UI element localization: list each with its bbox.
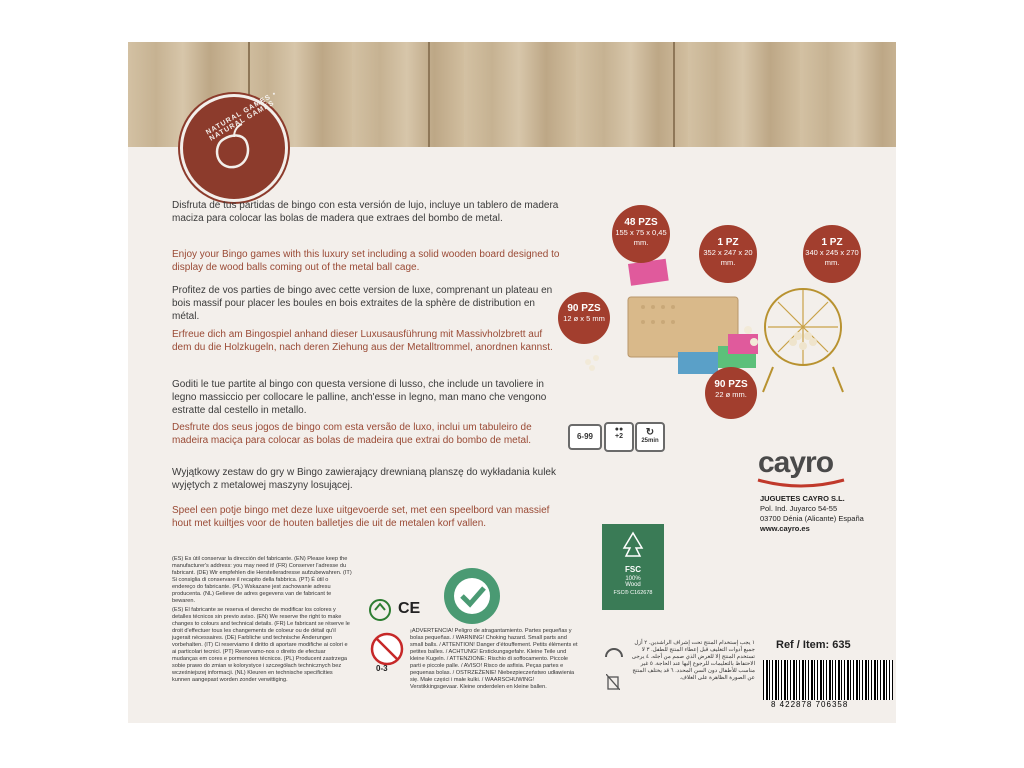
badge-board [699,225,757,283]
company-address-1: Pol. Ind. Juyarco 54-55 [760,504,838,513]
recycle-icon [368,598,392,622]
recycle-bin-icon [606,674,620,690]
badge-qty: 48 PZS [624,217,658,228]
description-pl: Wyjątkowy zestaw do gry w Bingo zawierający drewnianą planszę do wykładania kulek wyjętych z metalowej maszyny losującej. [172,467,556,491]
badge-cards [612,205,670,263]
badge-dims: 22 ø mm. [715,390,747,399]
description-es: Disfruta de tus partidas de bingo con esta versión de lujo, incluye un tablero de madera maciza para colocar las bolas de madera que extraes del bombo de metal. [172,200,559,224]
description-en: Enjoy your Bingo games with this luxury set including a solid wooden board designed to display de wood balls coming out of the metal ball cage. [172,249,560,273]
badge-dims: 340 x 245 x 270 mm. [805,248,859,267]
fsc-label [602,524,664,610]
cayro-logo-swoosh [756,476,846,490]
fsc-wood: Wood [625,582,641,588]
description-pt: Desfrute dos seus jogos de bingo com esta versão de luxo, inclui um tabuleiro de madeira maciça para colocar as bolas de madeira que extrai do bombo de metal. [172,422,532,446]
ce-mark-icon: CE [398,600,421,617]
legal-address-note: (ES) Es útil conservar la dirección del fabricante. (EN) Please keep the manufacturer's address: you may need it! (FR) Conserver l'adresse du fabricant. (DE) Wir empfehlen die Herstelleradresse aufzubewahren. (IT) Si consiglia di conservare il recapito della fabbrica. (PT) É útil o endereço do fabricante. (PL) Wskazane jest zachowanie adresu producenta. (NL) Gelieve de adres gegevens van de fabricant te bewaren. [172,556,352,604]
fsc-title: FSC [625,565,641,574]
badge-dims: 12 ø x 5 mm [563,314,605,323]
badge-balls [705,367,757,419]
arabic-warning: ١ يجب إستخدام المنتج تحت إشراف الراشدين. ٢ أزل جميع أدوات التغليف قبل إعطاء المنتج للطفل. ٣ لا تستخدم المنتج إلا للغرض الذي صمم من أجله. ٤ يرجى الاحتفاظ بالتعليمات للرجوع إليها عند الحاجة. ٥ غير مناسب للأطفال دون السن المحدد. ٦ قد يختلف المنتج عن الصورة الظاهرة على الغلاف. [631,640,755,681]
item-reference: Ref / Item: 635 [776,639,851,651]
description-fr: Profitez de vos parties de bingo avec cette version de luxe, comprenant un plateau en bois massif pour placer les boules en bois extraites de la sphère de distribution en métal. [172,285,553,322]
badge-qty: 1 PZ [821,237,843,248]
natural-games-logo [180,90,288,202]
clock-icon: ↻ [645,427,655,438]
no-loose-parts-icon [602,645,626,669]
badge-qty: 90 PZS [567,303,601,314]
age-icon: 6-99 [568,424,602,450]
barcode [763,660,893,700]
safety-guarantee-icon [440,564,504,628]
fsc-percent: 100% [625,576,641,582]
time-label: 25min [641,438,659,444]
company-web: www.cayro.es [760,524,810,533]
badge-dims: 155 x 75 x 0,45 mm. [615,228,667,247]
description-de: Erfreue dich am Bingospiel anhand dieser Luxusausführung mit Massivholzbrett auf dem du die Holzkugeln, nach deren Ziehung aus der Metalltrommel, anordnen kannst. [172,329,553,353]
time-icon [635,422,665,452]
plank-divider [673,42,675,147]
description-it: Goditi le tue partite al bingo con questa versione di lusso, che include un tavoliere in legno massiccio per collocare le palline, anch'esse in legno, man mano che vengono estratte dal cestello in metallo. [172,379,547,416]
warning-age-label: 0-3 [376,664,388,673]
tree-icon [618,530,648,560]
logo-circle-text: NATURAL GAMES • NATURAL GAMES [204,90,278,143]
players-icon [604,422,634,452]
apple-icon [204,119,264,179]
fsc-code: FSC® C162678 [613,590,653,596]
company-name: JUGUETES CAYRO S.L. [760,494,845,503]
badge-cage [803,225,861,283]
barcode-number: 8 422878 706358 [771,700,849,709]
plank-divider [428,42,430,147]
badge-tokens [558,292,610,344]
badge-dims: 352 x 247 x 20 mm. [703,248,753,267]
no-children-under-3-icon [370,632,404,666]
company-info [760,494,864,534]
badge-qty: 1 PZ [717,237,739,248]
cayro-logo: cayro [758,446,834,479]
badge-qty: 90 PZS [714,379,748,390]
legal-changes-note: (ES) El fabricante se reserva el derecho de modificar los colores y detalles técnicos sin previo aviso. (EN) We reserve the right to make changes to colours and technical details. (FR) Le fabricant se réserve le droit d'effectuer tous les changements de coloeur ou de détail qu'il jugerait nécessaires. (DE) Farbliche und technische Änderungen vorbehalten. (IT) Ci reserviamo il diritto di aportare modifiche ai colori e ai particolari tecnici. (PT) Reservamo-nos o direito de efectuar mudanças em cores e pormenores técnicos. (PL) Producent zastrzega sobie prawo do zmian w kolorystyce i szczegółach technicznych bez wcześniejszej informacji. (NL) Kleuren en technische specificities kunnen aangepast worden zonder verwittiging. [172,607,350,683]
company-address-2: 03700 Dénia (Alicante) España [760,514,864,523]
players-glyph: ●● [614,426,624,433]
choking-warning: ¡ADVERTENCIA! Peligro de atragantamiento. Partes pequeñas y bolas pequeñas. / WARNING! Choking hazard. Small parts and small balls. / ATTENTION! Danger d'étouffement. Petits éléments et petites balles. / ACHTUNG! Erstickungsgefahr. Kleine Teile und kleine Kugeln. / ATTENZIONE: Rischio di soffocamento. Piccole parti e piccole palle. / AVISO! Risco de asfixia. Peças partes e pequenas bolas. / OSTRZEŻENIE! Niebezpieczeństwo udławienia się. Małe części i małe kulki. / WAARSCHUWING! Verstikkingsgevaar. Kleine onderdelen en kleine ballen. [410,628,578,690]
box-back-panel [128,42,896,723]
description-nl: Speel een potje bingo met deze luxe uitgevoerde set, met een speelbord van massief hout met kuiltjes voor de houten balletjes die uit de metalen korf vallen. [172,505,550,529]
players-count: +2 [615,433,623,440]
